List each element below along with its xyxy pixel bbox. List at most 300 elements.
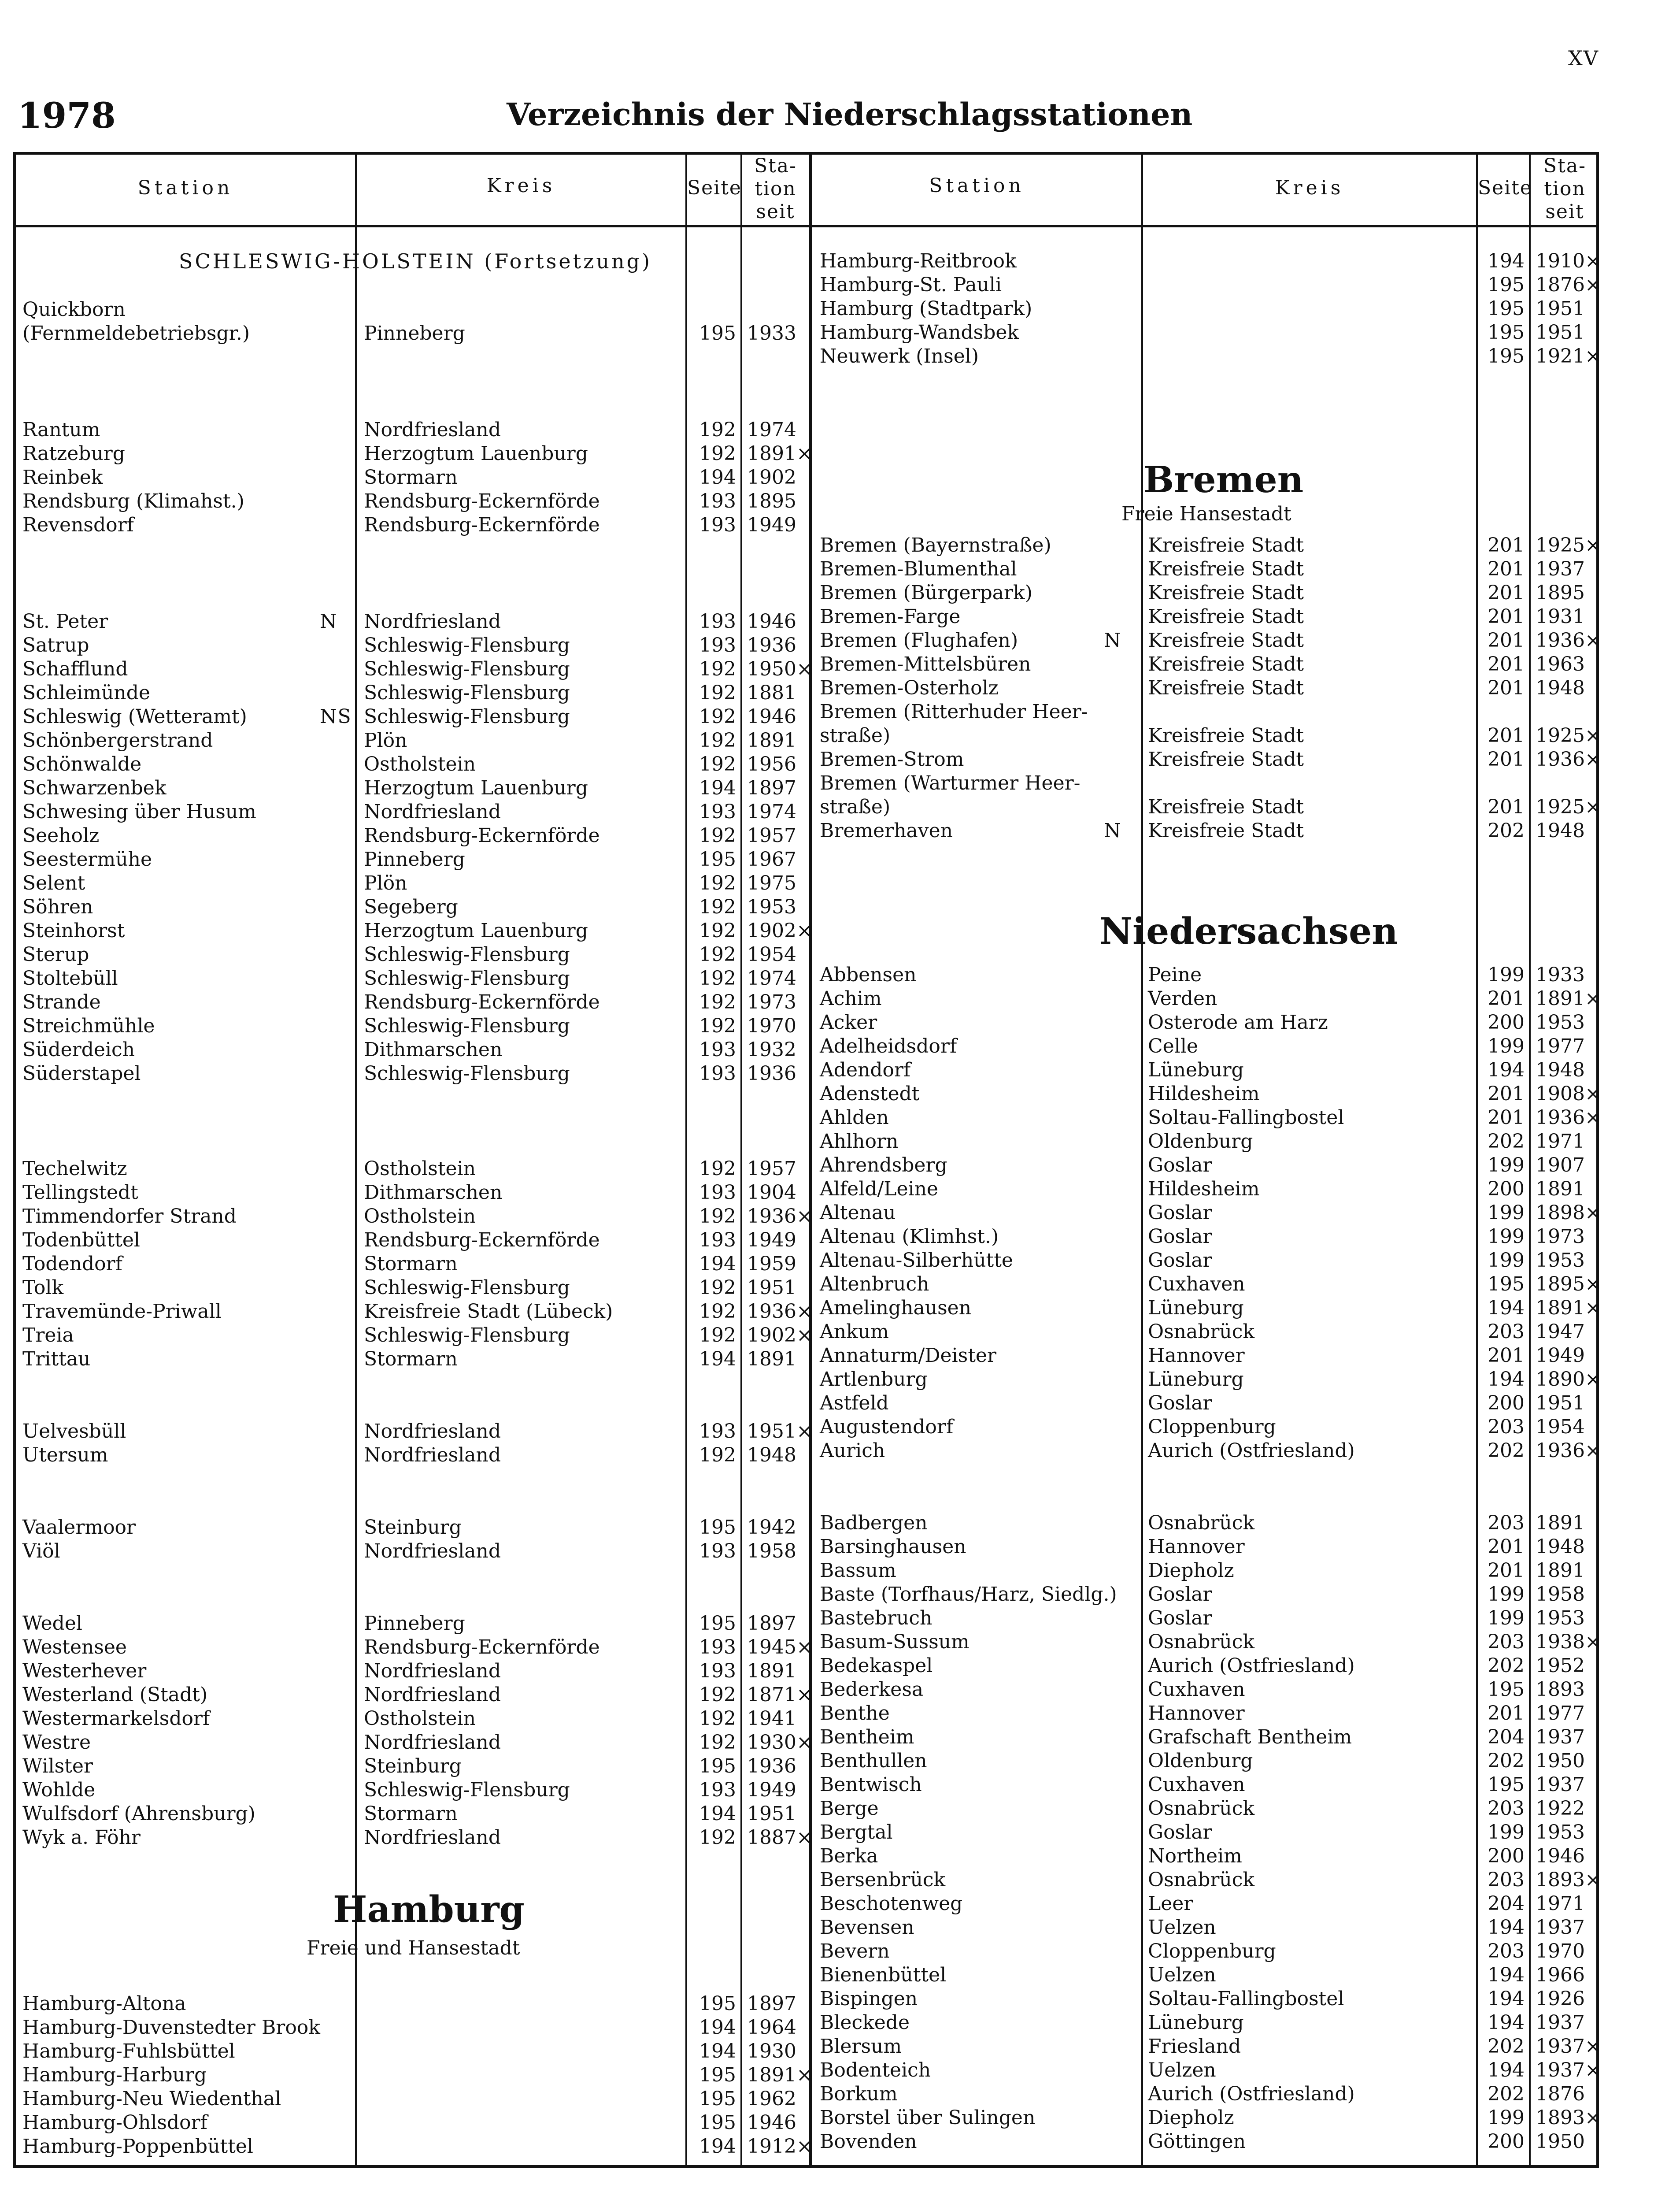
station-since-value: 1933	[1536, 964, 1585, 986]
station-since-value: 1949	[747, 514, 796, 536]
kreis-name: Pinneberg	[364, 848, 465, 871]
kreis-name: Peine	[1148, 964, 1202, 986]
station-name: Hamburg-Fuhlsbüttel	[22, 2040, 235, 2062]
kreis-name: Pinneberg	[364, 1612, 465, 1635]
seite-value: 194	[1488, 1297, 1525, 1319]
station-since-value: 1936	[747, 634, 796, 656]
station-name: Viöl	[22, 1540, 60, 1562]
kreis-name: Göttingen	[1148, 2130, 1246, 2153]
station-since-value: 1902×	[747, 920, 813, 942]
seite-value: 192	[699, 1300, 736, 1323]
station-since-value: 1912×	[747, 2135, 813, 2158]
kreis-name: Soltau-Fallingbostel	[1148, 1106, 1344, 1129]
header-station: Station	[137, 177, 233, 199]
seite-value: 201	[1488, 629, 1525, 652]
kreis-name: Segeberg	[364, 896, 458, 918]
seite-value: 195	[1488, 274, 1525, 296]
station-name: Bremen (Flughafen)	[820, 629, 1018, 652]
seite-value: 192	[699, 442, 736, 465]
seite-value: 202	[1488, 1750, 1525, 1772]
station-since-value: 1891×	[1536, 1297, 1601, 1319]
kreis-name: Goslar	[1148, 1583, 1212, 1606]
seite-value: 192	[699, 682, 736, 704]
station-since-value: 1932	[747, 1038, 796, 1061]
section-caption-schleswig-holstein: SCHLESWIG-HOLSTEIN (Fortsetzung)	[179, 249, 652, 273]
station-name: Revensdorf	[22, 514, 134, 536]
seite-value: 203	[1488, 1869, 1525, 1891]
station-name: straße)	[820, 724, 891, 747]
seite-value: 194	[1488, 1368, 1525, 1391]
station-name: Hamburg (Stadtpark)	[820, 297, 1032, 320]
seite-value: 192	[699, 991, 736, 1013]
kreis-name: Rendsburg-Eckernförde	[364, 514, 600, 536]
station-name: Seeholz	[22, 824, 100, 847]
seite-value: 193	[699, 634, 736, 656]
kreis-name: Schleswig-Flensburg	[364, 943, 570, 966]
station-name: Reinbek	[22, 466, 103, 489]
station-name: Travemünde-Priwall	[22, 1300, 222, 1323]
kreis-name: Schleswig-Flensburg	[364, 705, 570, 728]
station-since-value: 1938×	[1536, 1631, 1601, 1653]
kreis-name: Rendsburg-Eckernförde	[364, 991, 600, 1013]
station-since-value: 1958	[1536, 1583, 1585, 1606]
station-name: Altenau	[820, 1202, 896, 1224]
station-name: (Fernmeldebetriebsgr.)	[22, 322, 250, 345]
seite-value: 194	[699, 1253, 736, 1275]
station-since-value: 1937	[1536, 1773, 1585, 1796]
station-since-value: 1974	[747, 801, 796, 823]
kreis-name: Nordfriesland	[364, 419, 501, 441]
station-name: Abbensen	[820, 964, 917, 986]
seite-value: 192	[699, 658, 736, 680]
seite-value: 203	[1488, 1512, 1525, 1534]
station-name: Benthullen	[820, 1750, 927, 1772]
header-seit	[1531, 155, 1599, 223]
seite-value: 195	[1488, 297, 1525, 320]
kreis-name: Nordfriesland	[364, 1826, 501, 1849]
station-name: Hamburg-St. Pauli	[820, 274, 1002, 296]
seite-value: 192	[699, 1276, 736, 1299]
station-since-value: 1930×	[747, 1731, 813, 1754]
kreis-name: Uelzen	[1148, 1964, 1216, 1986]
station-since-value: 1947	[1536, 1320, 1585, 1343]
seite-value: 194	[1488, 2059, 1525, 2081]
kreis-name: Kreisfreie Stadt	[1148, 653, 1304, 675]
kreis-name: Stormarn	[364, 466, 458, 489]
station-name: straße)	[820, 796, 891, 818]
station-name: Schleswig (Wetteramt)	[22, 705, 247, 728]
station-name: Wedel	[22, 1612, 82, 1635]
kreis-name: Herzogtum Lauenburg	[364, 777, 588, 799]
station-name: Acker	[820, 1011, 877, 1034]
station-name: Artlenburg	[820, 1368, 928, 1391]
station-since-value: 1973	[1536, 1225, 1585, 1248]
station-since-value: 1936×	[747, 1205, 813, 1228]
station-since-value: 1895×	[1536, 1273, 1601, 1295]
seite-value: 192	[699, 1205, 736, 1228]
col-rule	[1141, 155, 1143, 2165]
station-name: Altenbruch	[820, 1273, 929, 1295]
station-since-value: 1922	[1536, 1797, 1585, 1820]
seite-value: 194	[1488, 1988, 1525, 2010]
header-seite: Seite	[1478, 177, 1532, 199]
station-since-value: 1946	[747, 705, 796, 728]
header-seite: Seite	[687, 177, 742, 199]
seite-value: 193	[699, 1636, 736, 1658]
seite-value: 192	[699, 824, 736, 847]
seite-value: 199	[1488, 964, 1525, 986]
seite-value: 193	[699, 1181, 736, 1204]
station-since-value: 1937	[1536, 1726, 1585, 1748]
station-since-value: 1893×	[1536, 2107, 1601, 2129]
station-name: Adendorf	[820, 1059, 911, 1081]
seite-value: 192	[699, 729, 736, 752]
kreis-name: Ostholstein	[364, 1707, 476, 1730]
seite-value: 199	[1488, 1154, 1525, 1176]
station-since-value: 1956	[747, 753, 796, 775]
seite-value: 193	[699, 1540, 736, 1562]
kreis-name: Herzogtum Lauenburg	[364, 442, 588, 465]
kreis-name: Rendsburg-Eckernförde	[364, 824, 600, 847]
seite-value: 194	[1488, 1916, 1525, 1939]
station-name: Borkum	[820, 2083, 898, 2105]
station-since-value: 1936×	[1536, 1106, 1601, 1129]
station-since-value: 1949	[747, 1779, 796, 1801]
station-name: Berka	[820, 1845, 878, 1867]
station-name: Neuwerk (Insel)	[820, 345, 979, 367]
kreis-name: Osnabrück	[1148, 1869, 1255, 1891]
kreis-name: Uelzen	[1148, 2059, 1216, 2081]
seite-value: 199	[1488, 1225, 1525, 1248]
station-since-value: 1950×	[747, 658, 813, 680]
station-name: Sterup	[22, 943, 89, 966]
station-since-value: 1942	[747, 1516, 796, 1539]
station-name: Seestermühe	[22, 848, 152, 871]
seite-value: 193	[699, 801, 736, 823]
seite-value: 193	[699, 490, 736, 512]
seite-value: 200	[1488, 1392, 1525, 1414]
station-flag: NS	[320, 705, 352, 728]
col-rule	[740, 155, 742, 2165]
seite-value: 199	[1488, 1035, 1525, 1057]
station-name: Westre	[22, 1731, 91, 1754]
seite-value: 201	[1488, 1344, 1525, 1367]
station-since-value: 1925×	[1536, 724, 1601, 747]
station-since-value: 1966	[1536, 1964, 1585, 1986]
seite-value: 195	[699, 1755, 736, 1777]
col-rule	[355, 155, 357, 2165]
station-name: Tellingstedt	[22, 1181, 138, 1204]
station-since-value: 1959	[747, 1253, 796, 1275]
seite-value: 203	[1488, 1940, 1525, 1962]
station-since-value: 1891×	[747, 2064, 813, 2086]
station-name: Strande	[22, 991, 101, 1013]
station-name: Berge	[820, 1797, 879, 1820]
seite-value: 192	[699, 1157, 736, 1180]
seite-value: 192	[699, 1731, 736, 1754]
kreis-name: Kreisfreie Stadt	[1148, 820, 1304, 842]
kreis-name: Goslar	[1148, 1249, 1212, 1272]
seite-value: 193	[699, 1420, 736, 1443]
seite-value: 193	[699, 1779, 736, 1801]
station-name: Schönbergerstrand	[22, 729, 213, 752]
seite-value: 194	[699, 777, 736, 799]
seite-value: 199	[1488, 1607, 1525, 1629]
kreis-name: Oldenburg	[1148, 1750, 1253, 1772]
seite-value: 194	[1488, 250, 1525, 272]
seite-value: 192	[699, 967, 736, 990]
kreis-name: Schleswig-Flensburg	[364, 1062, 570, 1085]
station-name: Rantum	[22, 419, 100, 441]
kreis-name: Goslar	[1148, 1225, 1212, 1248]
station-since-value: 1891×	[747, 442, 813, 465]
station-since-value: 1936×	[1536, 748, 1601, 771]
station-since-value: 1931	[1536, 605, 1585, 628]
kreis-name: Dithmarschen	[364, 1038, 503, 1061]
station-since-value: 1876×	[1536, 274, 1601, 296]
seite-value: 199	[1488, 1249, 1525, 1272]
page-number: XV	[1568, 46, 1599, 70]
station-name: Basum-Sussum	[820, 1631, 970, 1653]
station-name: Satrup	[22, 634, 89, 656]
station-since-value: 1954	[747, 943, 796, 966]
station-name: Hamburg-Altona	[22, 1992, 186, 2015]
seite-value: 195	[699, 1992, 736, 2015]
station-since-value: 1910×	[1536, 250, 1601, 272]
kreis-name: Herzogtum Lauenburg	[364, 920, 588, 942]
seite-value: 202	[1488, 1130, 1525, 1153]
station-name: Bastebruch	[820, 1607, 933, 1629]
kreis-name: Schleswig-Flensburg	[364, 1276, 570, 1299]
seite-value: 201	[1488, 1559, 1525, 1582]
kreis-name: Nordfriesland	[364, 1660, 501, 1682]
station-since-value: 1891	[747, 729, 796, 752]
seite-value: 195	[699, 1612, 736, 1635]
kreis-name: Schleswig-Flensburg	[364, 682, 570, 704]
station-since-value: 1926	[1536, 1988, 1585, 2010]
station-name: Söhren	[22, 896, 93, 918]
kreis-name: Osnabrück	[1148, 1512, 1255, 1534]
seite-value: 201	[1488, 558, 1525, 580]
seite-value: 193	[699, 1038, 736, 1061]
station-since-value: 1891	[1536, 1178, 1585, 1200]
station-name: Steinhorst	[22, 920, 125, 942]
seite-value: 202	[1488, 2035, 1525, 2058]
station-since-value: 1957	[747, 1157, 796, 1180]
col-rule	[1529, 155, 1531, 2165]
station-name: Bremen-Blumenthal	[820, 558, 1017, 580]
station-since-value: 1891	[747, 1348, 796, 1370]
station-name: Bremen-Strom	[820, 748, 964, 771]
seite-value: 192	[699, 920, 736, 942]
kreis-name: Nordfriesland	[364, 801, 501, 823]
kreis-name: Kreisfreie Stadt	[1148, 534, 1304, 556]
station-name: Bremen (Warturmer Heer-	[820, 772, 1081, 794]
station-since-value: 1970	[747, 1015, 796, 1037]
station-name: Schwesing über Husum	[22, 801, 256, 823]
kreis-name: Schleswig-Flensburg	[364, 658, 570, 680]
kreis-name: Plön	[364, 729, 407, 752]
station-name: Augustendorf	[820, 1416, 954, 1438]
station-since-value: 1937	[1536, 1916, 1585, 1939]
station-since-value: 1895	[1536, 582, 1585, 604]
seite-value: 204	[1488, 1726, 1525, 1748]
seite-value: 194	[699, 1348, 736, 1370]
seite-value: 203	[1488, 1631, 1525, 1653]
station-since-value: 1975	[747, 872, 796, 894]
station-since-value: 1951	[1536, 1392, 1585, 1414]
seite-value: 202	[1488, 1439, 1525, 1462]
station-name: Schleimünde	[22, 682, 150, 704]
page-title: Verzeichnis der Niederschlagsstationen	[507, 96, 1193, 133]
seite-value: 195	[1488, 321, 1525, 344]
station-since-value: 1921×	[1536, 345, 1601, 367]
station-since-value: 1898×	[1536, 1202, 1601, 1224]
section-title-bremen: Bremen	[1143, 459, 1304, 501]
kreis-name: Osnabrück	[1148, 1797, 1255, 1820]
seite-value: 194	[1488, 2011, 1525, 2034]
station-since-value: 1897	[747, 1992, 796, 2015]
kreis-name: Hannover	[1148, 1344, 1245, 1367]
kreis-name: Osterode am Harz	[1148, 1011, 1328, 1034]
seite-value: 201	[1488, 534, 1525, 556]
seite-value: 195	[699, 2064, 736, 2086]
seite-value: 192	[699, 1324, 736, 1346]
station-flag: N	[1104, 629, 1122, 652]
seite-value: 194	[699, 466, 736, 489]
station-name: Westerland (Stadt)	[22, 1684, 208, 1706]
section-title-hamburg: Hamburg	[333, 1888, 525, 1931]
station-name: Bleckede	[820, 2011, 910, 2034]
station-name: Hamburg-Harburg	[22, 2064, 207, 2086]
station-since-value: 1876	[1536, 2083, 1585, 2105]
seite-value: 200	[1488, 2130, 1525, 2153]
kreis-name: Nordfriesland	[364, 1731, 501, 1754]
station-name: St. Peter	[22, 610, 108, 633]
station-since-value: 1971	[1536, 1130, 1585, 1153]
header-station: Station	[929, 174, 1025, 197]
station-since-value: 1930	[747, 2040, 796, 2062]
header-seit-line: tion	[1544, 178, 1586, 200]
seite-value: 194	[699, 2016, 736, 2039]
kreis-name: Ostholstein	[364, 1205, 476, 1228]
kreis-name: Cuxhaven	[1148, 1273, 1245, 1295]
station-since-value: 1953	[1536, 1607, 1585, 1629]
section-subtitle-bremen: Freie Hansestadt	[1121, 503, 1291, 525]
station-since-value: 1950	[1536, 2130, 1585, 2153]
kreis-name: Plön	[364, 872, 407, 894]
kreis-name: Cloppenburg	[1148, 1940, 1276, 1962]
kreis-name: Schleswig-Flensburg	[364, 1324, 570, 1346]
station-name: Bienenbüttel	[820, 1964, 947, 1986]
page-year: 1978	[18, 95, 116, 136]
kreis-name: Lüneburg	[1148, 1059, 1244, 1081]
kreis-name: Diepholz	[1148, 2107, 1234, 2129]
seite-value: 195	[699, 848, 736, 871]
station-since-value: 1890×	[1536, 1368, 1601, 1391]
header-seit-line: Sta-	[754, 155, 797, 177]
kreis-name: Steinburg	[364, 1516, 462, 1539]
station-name: Hamburg-Poppenbüttel	[22, 2135, 253, 2158]
station-since-value: 1971	[1536, 1892, 1585, 1915]
station-since-value: 1953	[747, 896, 796, 918]
station-since-value: 1958	[747, 1540, 796, 1562]
kreis-name: Cloppenburg	[1148, 1416, 1276, 1438]
station-name: Bodenteich	[820, 2059, 931, 2081]
station-since-value: 1946	[747, 610, 796, 633]
station-name: Bergtal	[820, 1821, 893, 1843]
station-name: Ahlhorn	[820, 1130, 899, 1153]
station-name: Bedekaspel	[820, 1654, 933, 1677]
station-since-value: 1937	[1536, 2011, 1585, 2034]
seite-value: 201	[1488, 1535, 1525, 1558]
station-since-value: 1891	[747, 1660, 796, 1682]
station-name: Bremerhaven	[820, 820, 953, 842]
station-since-value: 1977	[1536, 1702, 1585, 1725]
station-since-value: 1895	[747, 490, 796, 512]
seite-value: 194	[699, 1802, 736, 1825]
kreis-name: Rendsburg-Eckernförde	[364, 1229, 600, 1251]
seite-value: 204	[1488, 1892, 1525, 1915]
station-name: Streichmühle	[22, 1015, 155, 1037]
seite-value: 201	[1488, 1702, 1525, 1725]
kreis-name: Nordfriesland	[364, 1444, 501, 1466]
station-name: Treia	[22, 1324, 74, 1346]
station-name: Utersum	[22, 1444, 108, 1466]
station-name: Westerhever	[22, 1660, 147, 1682]
seite-value: 200	[1488, 1011, 1525, 1034]
kreis-name: Kreisfreie Stadt	[1148, 748, 1304, 771]
seite-value: 193	[699, 1660, 736, 1682]
seite-value: 201	[1488, 796, 1525, 818]
station-name: Hamburg-Reitbrook	[820, 250, 1017, 272]
station-name: Bevensen	[820, 1916, 914, 1939]
kreis-name: Steinburg	[364, 1755, 462, 1777]
seite-value: 202	[1488, 2083, 1525, 2105]
station-since-value: 1950	[1536, 1750, 1585, 1772]
kreis-name: Osnabrück	[1148, 1320, 1255, 1343]
station-name: Wyk a. Föhr	[22, 1826, 141, 1849]
station-name: Westermarkelsdorf	[22, 1707, 210, 1730]
kreis-name: Kreisfreie Stadt	[1148, 582, 1304, 604]
kreis-name: Goslar	[1148, 1392, 1212, 1414]
seite-value: 195	[699, 1516, 736, 1539]
station-name: Benthe	[820, 1702, 890, 1725]
header-kreis: Kreis	[1275, 177, 1344, 199]
station-name: Amelinghausen	[820, 1297, 972, 1319]
station-since-value: 1951	[1536, 321, 1585, 344]
station-since-value: 1949	[1536, 1344, 1585, 1367]
station-name: Borstel über Sulingen	[820, 2107, 1036, 2129]
header-kreis: Kreis	[486, 174, 556, 197]
seite-value: 194	[1488, 1059, 1525, 1081]
header-seit-line: Sta-	[1543, 155, 1586, 177]
station-name: Beschotenweg	[820, 1892, 963, 1915]
station-since-value: 1974	[747, 967, 796, 990]
station-since-value: 1902	[747, 466, 796, 489]
seite-value: 195	[1488, 1273, 1525, 1295]
station-name: Uelvesbüll	[22, 1420, 126, 1443]
header-seit-line: seit	[1545, 200, 1584, 223]
station-name: Wilster	[22, 1755, 93, 1777]
seite-value: 194	[699, 2040, 736, 2062]
station-since-value: 1957	[747, 824, 796, 847]
station-name: Wohlde	[22, 1779, 96, 1801]
kreis-name: Kreisfreie Stadt	[1148, 796, 1304, 818]
station-since-value: 1951	[747, 1802, 796, 1825]
station-name: Hamburg-Ohlsdorf	[22, 2111, 207, 2134]
kreis-name: Ostholstein	[364, 1157, 476, 1180]
